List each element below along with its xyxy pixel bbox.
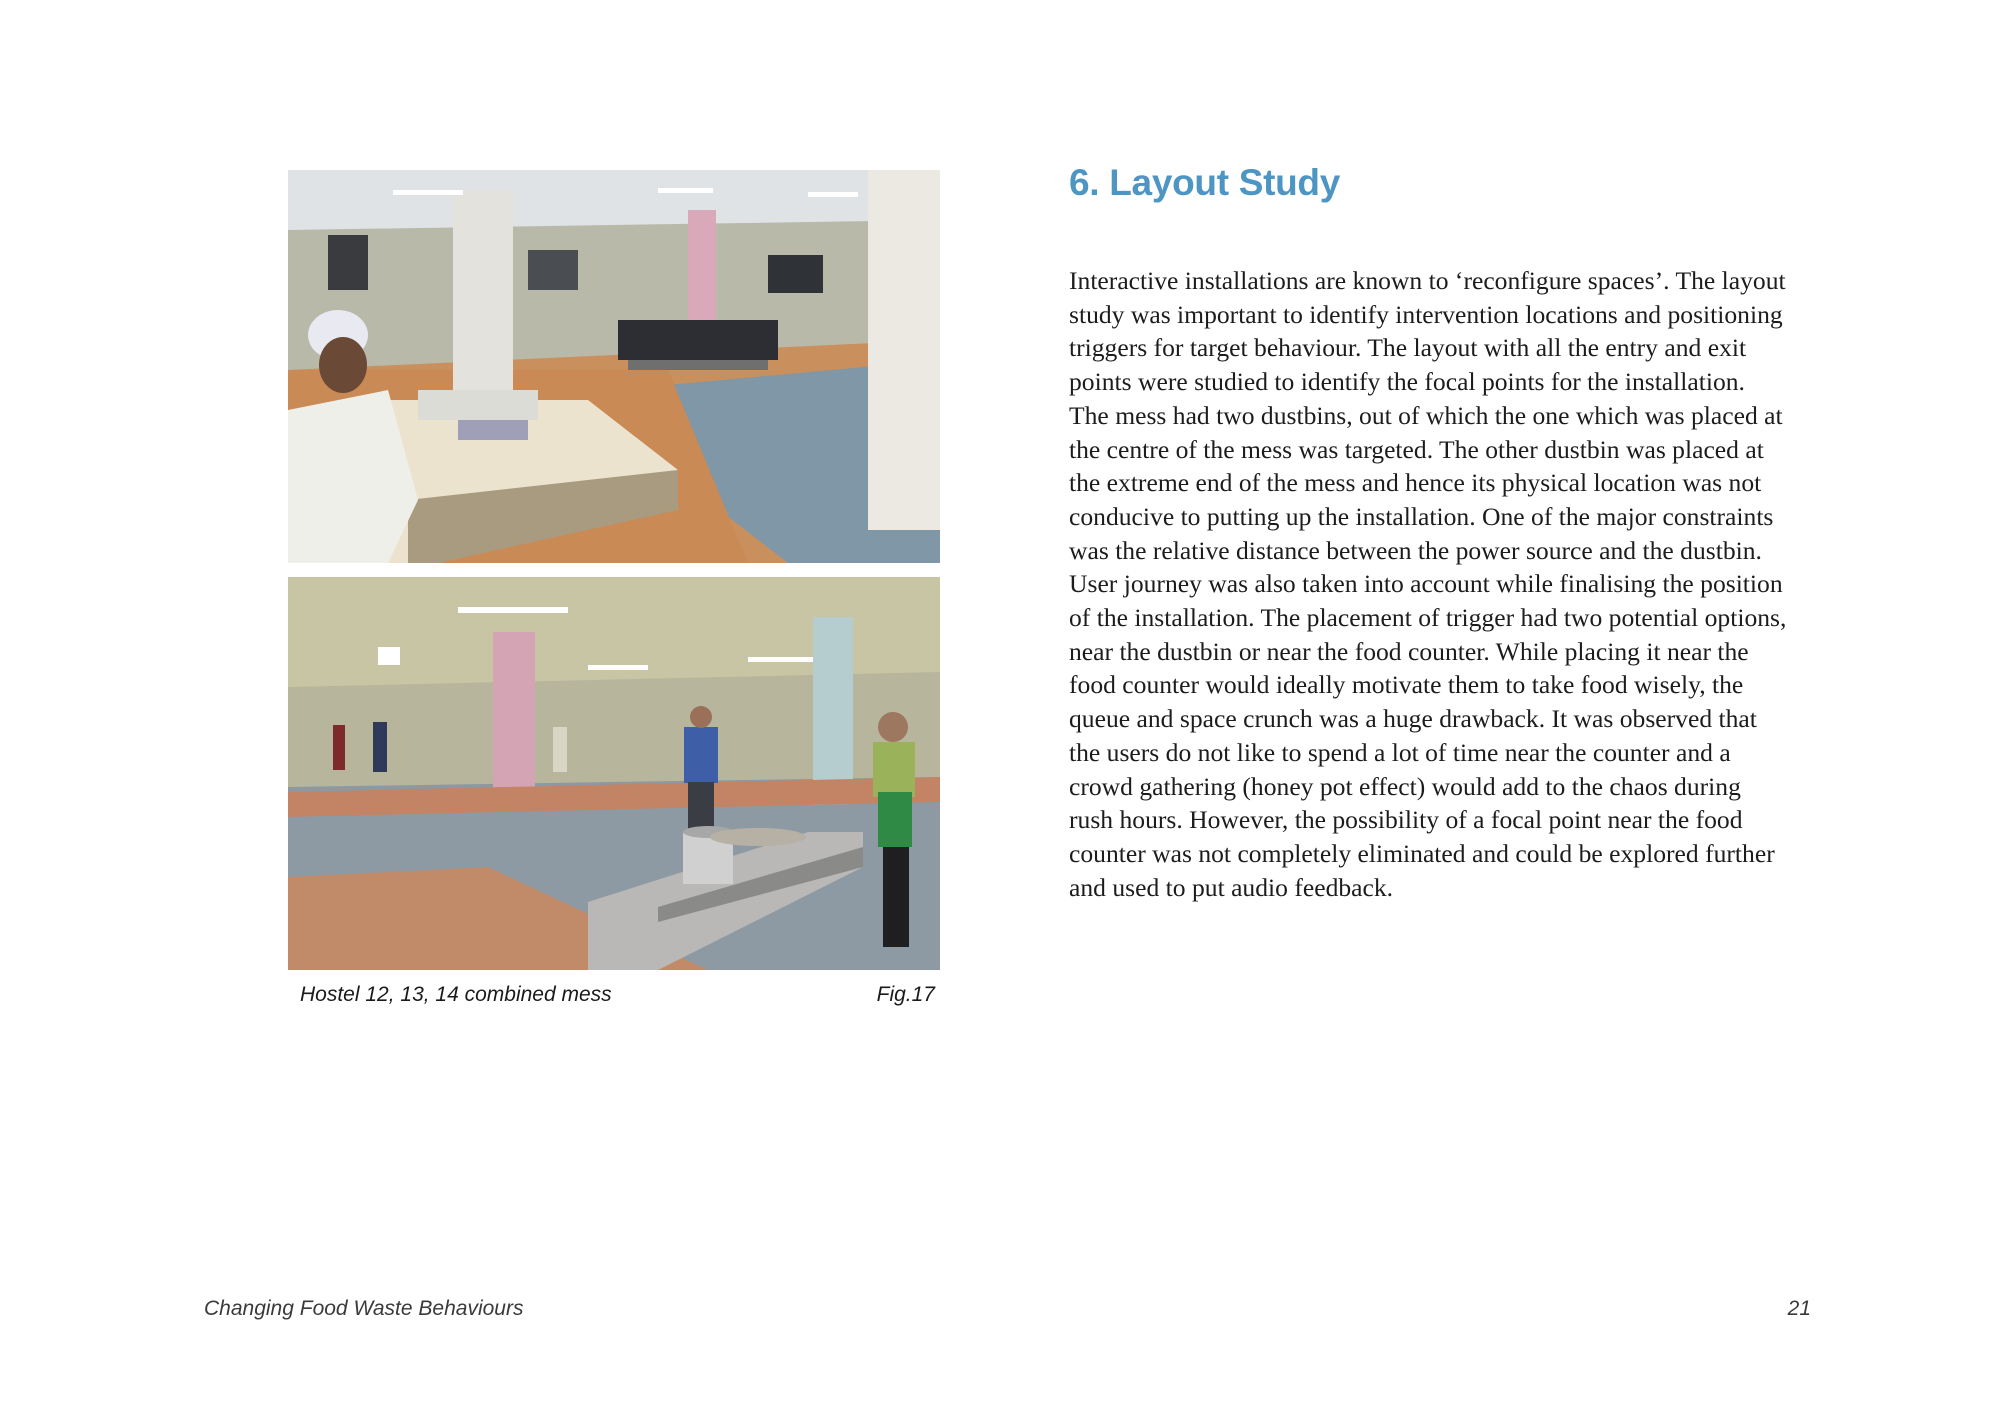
body-line: crowd gathering (honey pot effect) would add to the chaos during: [1069, 771, 1741, 801]
body-line: counter was not completely eliminated and could be explored further: [1069, 838, 1775, 868]
figure-label: Fig.17: [876, 983, 935, 1006]
body-line: the users do not like to spend a lot of time near the counter and a: [1069, 737, 1731, 767]
body-line: Interactive installations are known to ‘reconfigure spaces’. The layout: [1069, 266, 1786, 295]
section-heading: 6. Layout Study: [1069, 162, 1340, 203]
body-line: the centre of the mess was targeted. The other dustbin was placed at: [1069, 434, 1764, 464]
body-line: food counter would ideally motivate them to take food wisely, the: [1069, 670, 1744, 700]
body-line: was the relative distance between the power source and the dustbin.: [1069, 535, 1762, 565]
body-line: queue and space crunch was a huge drawback. It was observed that: [1069, 704, 1757, 734]
body-line: The mess had two dustbins, out of which the one which was placed at: [1069, 400, 1783, 430]
body-line: conducive to putting up the installation. One of the major constraints: [1069, 501, 1774, 531]
figure-caption-row: [300, 983, 935, 1007]
body-line: User journey was also taken into account while finalising the position: [1069, 569, 1783, 599]
body-line: the extreme end of the mess and hence its physical location was not: [1069, 468, 1762, 498]
body-line: near the dustbin or near the food counter. While placing it near the: [1069, 636, 1749, 666]
footer-title: Changing Food Waste Behaviours: [204, 1297, 524, 1320]
body-line: of the installation. The placement of trigger had two potential options,: [1069, 603, 1787, 633]
page-number: 21: [1787, 1297, 1811, 1320]
body-line: and used to put audio feedback.: [1069, 872, 1394, 902]
body-line: points were studied to identify the focal points for the installation.: [1069, 367, 1745, 397]
mess-hall-photo-top: [288, 170, 940, 563]
body-paragraph: [1069, 264, 1809, 904]
mess-hall-photo-bottom: [288, 577, 940, 970]
figure-caption: Hostel 12, 13, 14 combined mess: [300, 983, 612, 1006]
body-line: rush hours. However, the possibility of a focal point near the food: [1069, 805, 1743, 835]
body-line: study was important to identify intervention locations and positioning: [1069, 299, 1783, 329]
body-line: triggers for target behaviour. The layout with all the entry and exit: [1069, 333, 1747, 363]
